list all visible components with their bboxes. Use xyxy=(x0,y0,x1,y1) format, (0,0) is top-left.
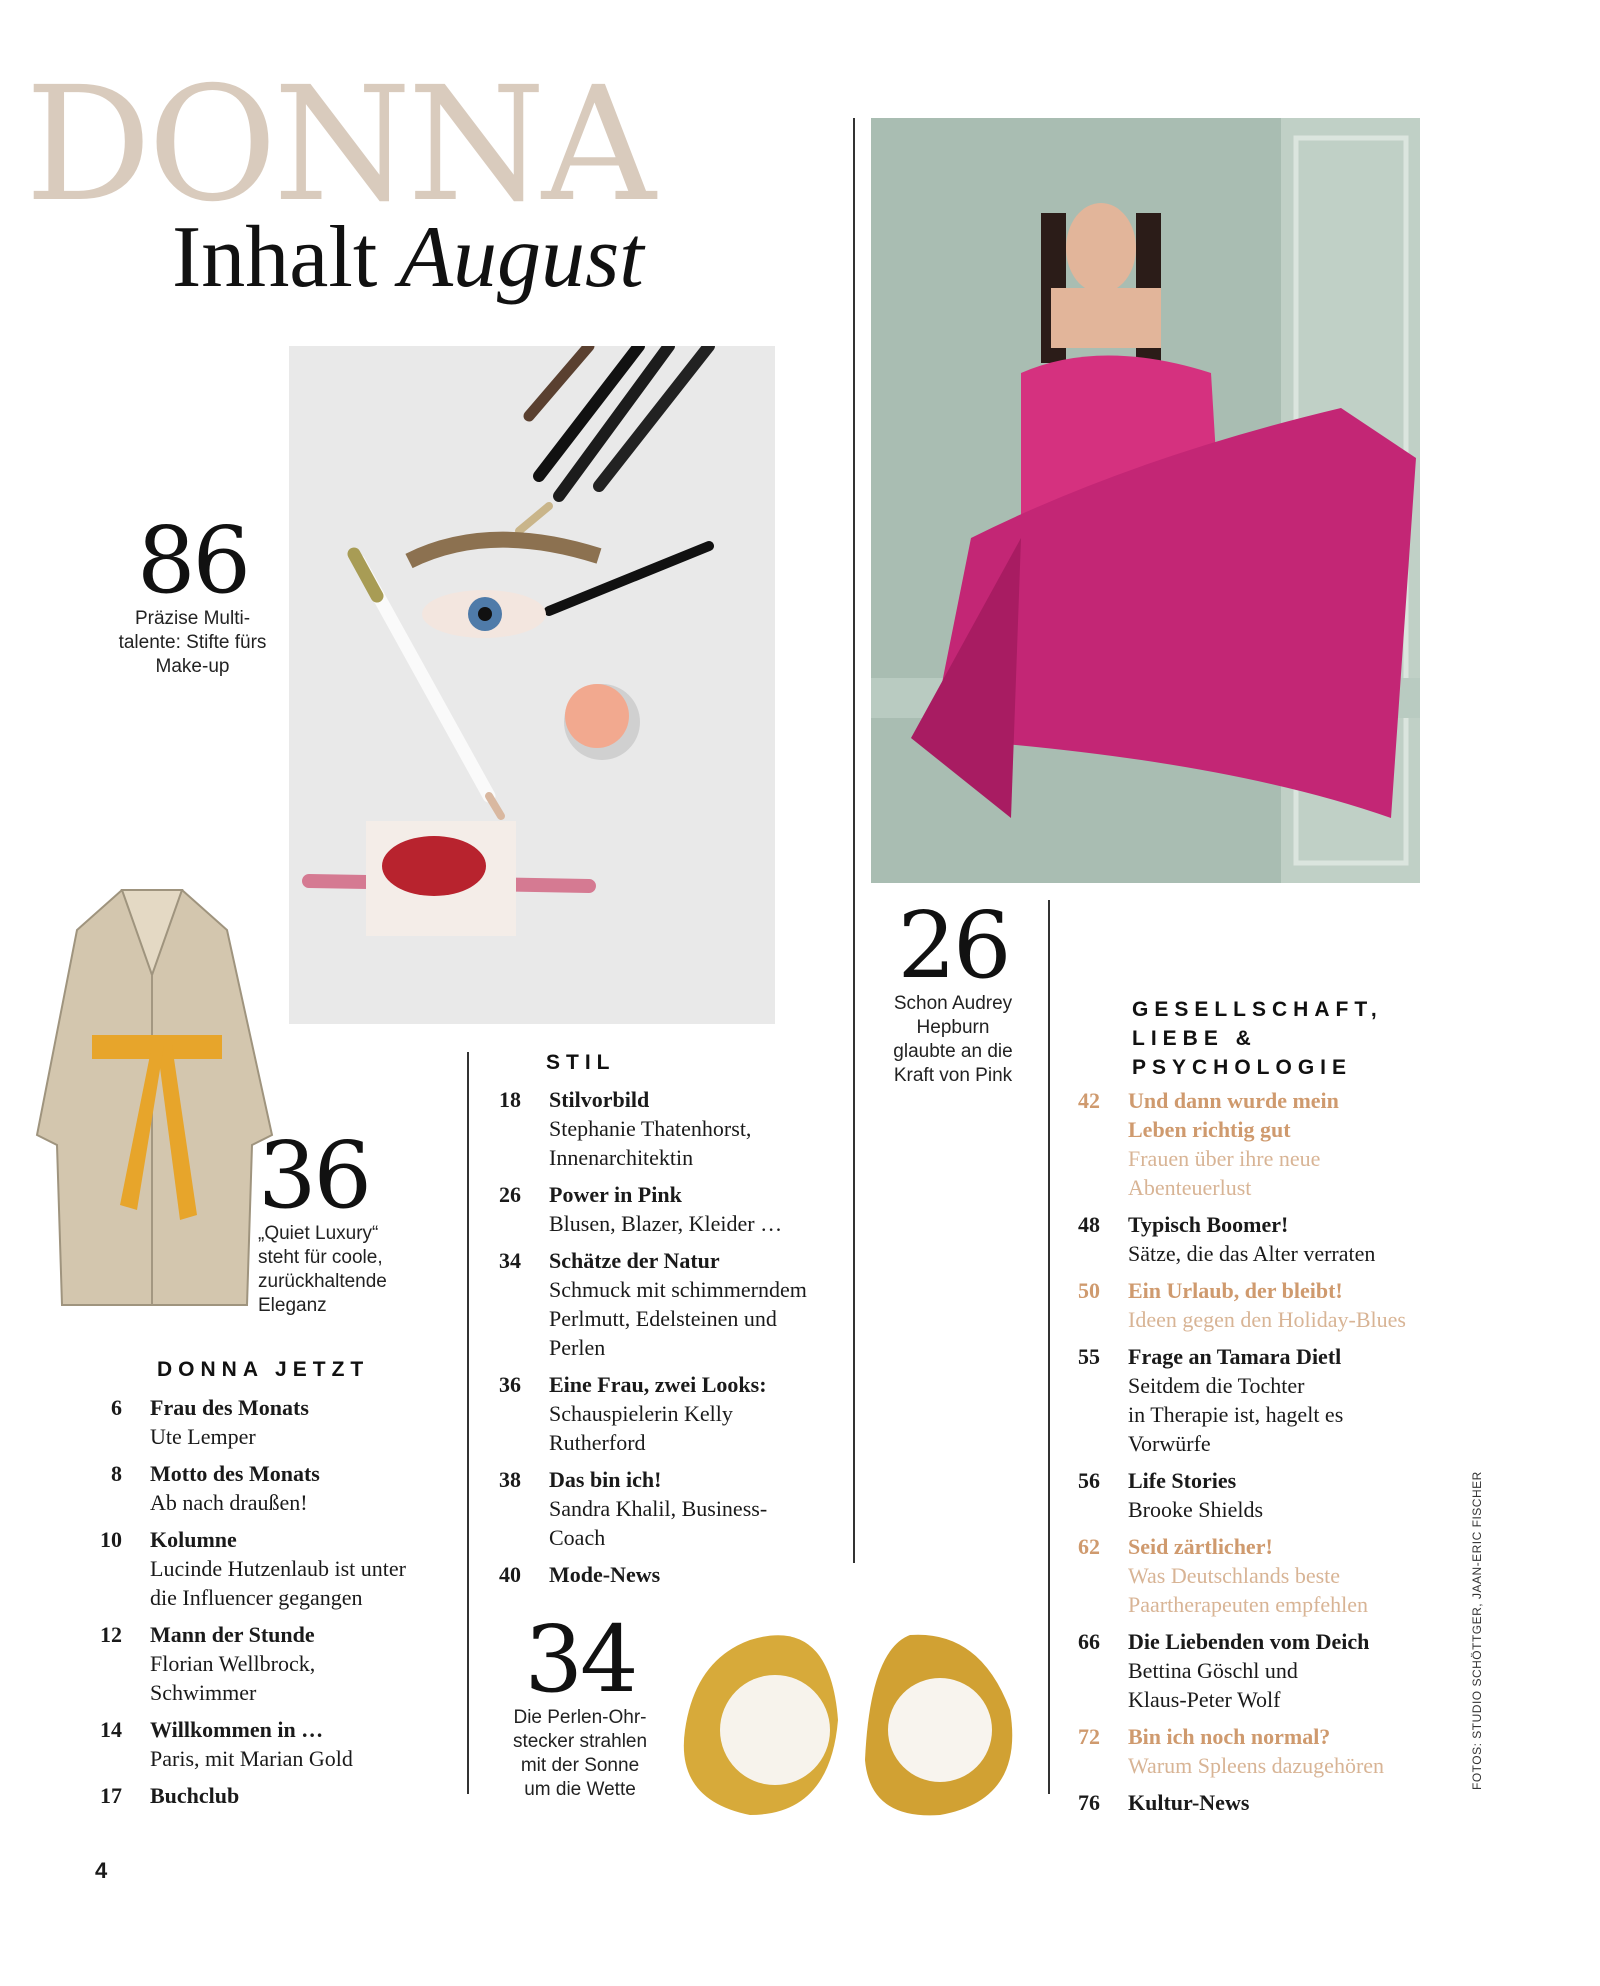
toc-title: Mode-News xyxy=(549,1562,661,1587)
feature-pearls-number: 34 xyxy=(524,1606,636,1713)
toc-desc: Bettina Göschl und Klaus-Peter Wolf xyxy=(1128,1658,1298,1712)
toc-page: 17 xyxy=(100,1783,122,1808)
toc-title: Stilvorbild xyxy=(549,1087,650,1112)
toc-desc: Schmuck mit schimmerndem Perlmutt, Edelsteinen und Perlen xyxy=(549,1277,807,1360)
title-italic: August xyxy=(399,209,644,306)
toc-entry[interactable] xyxy=(491,1085,846,1172)
pink-dress-photo xyxy=(871,118,1420,883)
toc-title: Und dann wurde mein Leben richtig gut xyxy=(1128,1088,1339,1142)
toc-title: Das bin ich! xyxy=(549,1467,662,1492)
toc-entry[interactable] xyxy=(491,1465,846,1552)
toc-title: Willkommen in … xyxy=(150,1717,324,1742)
toc-page: 8 xyxy=(111,1461,122,1486)
magazine-logo: DONNA xyxy=(25,53,652,237)
feature-pink xyxy=(868,892,1038,1088)
toc-desc: Sätze, die das Alter verraten xyxy=(1128,1241,1376,1266)
toc-title: Power in Pink xyxy=(549,1182,682,1207)
toc-desc: Seitdem die Tochter in Therapie ist, hagelt es Vorwürfe xyxy=(1128,1373,1344,1456)
toc-desc: Brooke Shields xyxy=(1128,1497,1264,1522)
toc-list xyxy=(1070,1086,1430,1817)
feature-pearls xyxy=(490,1606,670,1802)
section-heading: DONNA JETZT xyxy=(157,1358,370,1381)
toc-desc: Ab nach draußen! xyxy=(150,1490,308,1515)
toc-entry[interactable] xyxy=(1070,1210,1430,1268)
page-title xyxy=(172,209,644,306)
toc-title: Die Liebenden vom Deich xyxy=(1128,1629,1370,1654)
toc-desc: Paris, mit Marian Gold xyxy=(150,1746,353,1771)
feature-pink-caption: Schon Audrey Hepburn glaubte an die Kraft von Pink xyxy=(893,993,1013,1086)
toc-entry[interactable] xyxy=(491,1560,846,1589)
toc-page: 12 xyxy=(100,1622,122,1647)
toc-page: 42 xyxy=(1078,1088,1100,1113)
toc-entry[interactable] xyxy=(1070,1788,1430,1817)
toc-title: Eine Frau, zwei Looks: xyxy=(549,1372,767,1397)
divider-line-2 xyxy=(853,118,855,1563)
toc-title: Life Stories xyxy=(1128,1468,1237,1493)
toc-page: 10 xyxy=(100,1527,122,1552)
toc-desc: Florian Wellbrock, Schwimmer xyxy=(150,1651,316,1705)
toc-list xyxy=(92,1393,462,1810)
toc-page: 62 xyxy=(1078,1534,1100,1559)
toc-desc: Sandra Khalil, Business- Coach xyxy=(549,1496,768,1550)
section-stil xyxy=(491,1048,846,1597)
feature-coat-number: 36 xyxy=(258,1122,370,1229)
makeup-photo xyxy=(289,346,775,1024)
toc-page: 56 xyxy=(1078,1468,1100,1493)
trench-coat-image xyxy=(22,885,292,1310)
toc-title: Mann der Stunde xyxy=(150,1622,315,1647)
toc-desc: Blusen, Blazer, Kleider … xyxy=(549,1211,783,1236)
page-number: 4 xyxy=(95,1858,108,1883)
toc-title: Typisch Boomer! xyxy=(1128,1212,1289,1237)
feature-makeup-number: 86 xyxy=(136,507,249,614)
feature-coat-caption: „Quiet Luxury“ steht für coole, zurückhaltende Eleganz xyxy=(258,1223,387,1316)
section-donna-jetzt xyxy=(92,1355,462,1818)
toc-page: 36 xyxy=(499,1372,521,1397)
toc-title: Buchclub xyxy=(150,1783,240,1808)
toc-entry[interactable] xyxy=(92,1781,462,1810)
toc-title: Ein Urlaub, der bleibt! xyxy=(1128,1278,1343,1303)
toc-page: 34 xyxy=(499,1248,521,1273)
toc-title: Seid zärtlicher! xyxy=(1128,1534,1273,1559)
toc-entry[interactable] xyxy=(491,1180,846,1238)
toc-desc: Warum Spleens dazugehören xyxy=(1128,1753,1385,1778)
divider-line-1 xyxy=(467,1052,469,1794)
toc-entry[interactable] xyxy=(1070,1532,1430,1619)
toc-entry[interactable] xyxy=(1070,1466,1430,1524)
toc-desc: Schauspielerin Kelly Rutherford xyxy=(549,1401,733,1455)
toc-page: 38 xyxy=(499,1467,521,1492)
section-heading: STIL xyxy=(546,1051,616,1074)
photo-credit xyxy=(1470,1450,1490,1790)
toc-entry[interactable] xyxy=(92,1525,462,1612)
toc-title: Schätze der Natur xyxy=(549,1248,720,1273)
toc-desc: Ute Lemper xyxy=(150,1424,256,1449)
toc-entry[interactable] xyxy=(1070,1342,1430,1458)
toc-title: Frage an Tamara Dietl xyxy=(1128,1344,1342,1369)
feature-pearls-caption: Die Perlen-Ohr- stecker strahlen mit der Sonne um die Wette xyxy=(512,1707,648,1800)
toc-title: Kultur-News xyxy=(1128,1790,1250,1815)
feature-coat xyxy=(258,1122,448,1318)
section-heading: GESELLSCHAFT, LIEBE & PSYCHOLOGIE xyxy=(1132,998,1383,1079)
toc-page: 6 xyxy=(111,1395,122,1420)
toc-desc: Was Deutschlands beste Paartherapeuten empfehlen xyxy=(1128,1563,1369,1617)
toc-list xyxy=(491,1085,846,1589)
toc-title: Frau des Monats xyxy=(150,1395,309,1420)
toc-entry[interactable] xyxy=(92,1393,462,1451)
toc-title: Motto des Monats xyxy=(150,1461,320,1486)
toc-page: 66 xyxy=(1078,1629,1100,1654)
toc-entry[interactable] xyxy=(491,1370,846,1457)
toc-entry[interactable] xyxy=(92,1459,462,1517)
toc-entry[interactable] xyxy=(491,1246,846,1362)
toc-page: 26 xyxy=(499,1182,521,1207)
title-plain: Inhalt xyxy=(172,209,378,306)
pearl-earrings-image xyxy=(680,1620,1025,1820)
toc-desc: Ideen gegen den Holiday-Blues xyxy=(1128,1307,1406,1332)
photo-credit-text: FOTOS: STUDIO SCHÖTTGER, JAAN-ERIC FISCHER xyxy=(1470,1471,1484,1790)
toc-desc: Lucinde Hutzenlaub ist unter die Influencer gegangen xyxy=(150,1556,406,1610)
divider-line-3 xyxy=(1048,900,1050,1794)
toc-title: Bin ich noch normal? xyxy=(1128,1724,1331,1749)
section-gesellschaft xyxy=(1070,995,1430,1825)
feature-makeup xyxy=(105,507,280,679)
toc-page: 76 xyxy=(1078,1790,1100,1815)
toc-title: Kolumne xyxy=(150,1527,237,1552)
toc-page: 40 xyxy=(499,1562,521,1587)
toc-entry[interactable] xyxy=(1070,1276,1430,1334)
toc-page: 18 xyxy=(499,1087,521,1112)
toc-entry[interactable] xyxy=(1070,1627,1430,1714)
toc-page: 72 xyxy=(1078,1724,1100,1749)
feature-pink-number: 26 xyxy=(897,892,1009,999)
feature-makeup-caption: Präzise Multi- talente: Stifte fürs Make-up xyxy=(118,608,267,677)
toc-desc: Frauen über ihre neue Abenteuerlust xyxy=(1128,1146,1321,1200)
toc-page: 55 xyxy=(1078,1344,1100,1369)
toc-entry[interactable] xyxy=(1070,1722,1430,1780)
toc-entry[interactable] xyxy=(92,1715,462,1773)
toc-entry[interactable] xyxy=(92,1620,462,1707)
toc-entry[interactable] xyxy=(1070,1086,1430,1202)
toc-page: 14 xyxy=(100,1717,122,1742)
toc-desc: Stephanie Thatenhorst, Innenarchitektin xyxy=(549,1116,752,1170)
toc-page: 50 xyxy=(1078,1278,1100,1303)
toc-page: 48 xyxy=(1078,1212,1100,1237)
